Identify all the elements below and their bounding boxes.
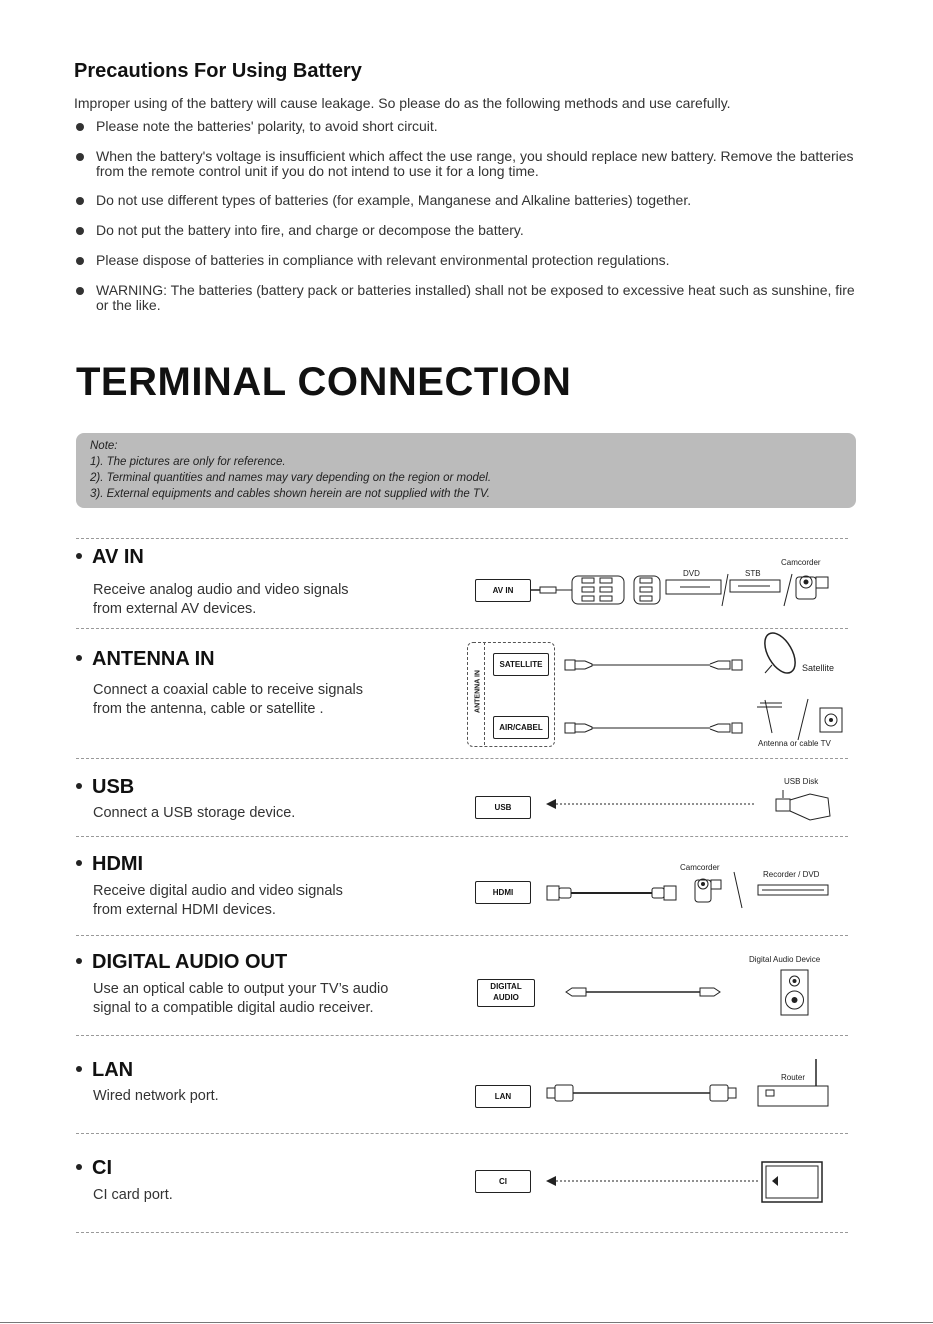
lan-title: LAN — [76, 1059, 133, 1082]
digital-audio-device-label: Digital Audio Device — [749, 955, 821, 964]
note-line: 3). External equipments and cables shown herein are not supplied with the TV. — [90, 488, 490, 500]
bullet-dot — [76, 123, 84, 131]
bullet-dot — [76, 153, 84, 161]
bullet-dot — [76, 197, 84, 205]
ci-desc: CI card port. — [93, 1187, 173, 1203]
ci-title: CI — [76, 1157, 112, 1180]
digital-audio-out-title: DIGITAL AUDIO OUT — [76, 951, 287, 974]
av-in-port: AV IN — [475, 579, 531, 602]
bullet-dot — [76, 1066, 82, 1072]
optical-cable-diagram — [560, 970, 850, 1020]
usb-desc: Connect a USB storage device. — [93, 805, 296, 821]
lan-cable-diagram — [540, 1055, 840, 1110]
divider — [76, 1133, 848, 1134]
bullet-dot — [76, 958, 82, 964]
page-bottom-rule — [0, 1322, 933, 1323]
divider — [76, 935, 848, 936]
hdmi-desc: Receive digital audio and video signals from external HDMI devices. — [93, 883, 343, 918]
av-in-desc: Receive analog audio and video signals from external AV devices. — [93, 582, 349, 617]
av-in-title: AV IN — [76, 546, 144, 569]
divider — [76, 1035, 848, 1036]
usb-disk-label: USB Disk — [784, 777, 819, 786]
antenna-panel-divider — [484, 642, 485, 745]
bullet-dot — [76, 287, 84, 295]
divider — [76, 1232, 848, 1233]
satellite-port: SATELLITE — [493, 653, 549, 676]
antenna-in-title: ANTENNA IN — [76, 648, 215, 671]
hdmi-port: HDMI — [475, 881, 531, 904]
lan-desc: Wired network port. — [93, 1088, 219, 1104]
bullet-dot — [76, 783, 82, 789]
battery-intro: Improper using of the battery will cause leakage. So please do as the following methods and use carefully. — [74, 95, 731, 111]
av-cable-diagram — [530, 560, 840, 610]
bullet-dot — [76, 553, 82, 559]
bullet-dot — [76, 860, 82, 866]
hdmi-camcorder-label: Camcorder — [680, 863, 720, 872]
note-line: 2). Terminal quantities and names may vary depending on the region or model. — [90, 472, 492, 484]
note-line: 1). The pictures are only for reference. — [90, 456, 286, 468]
router-label: Router — [781, 1073, 806, 1082]
air-cabel-port: AIR/CABEL — [493, 716, 549, 739]
antenna-tv-label: Antenna or cable TV — [758, 739, 831, 748]
digital-audio-port: DIGITAL AUDIO — [477, 979, 535, 1007]
hdmi-title: HDMI — [76, 853, 143, 876]
digital-audio-out-desc: Use an optical cable to output your TV’s audio signal to a compatible digital audio receiver. — [93, 981, 389, 1016]
divider — [76, 758, 848, 759]
stb-label: STB — [745, 569, 761, 578]
battery-heading: Precautions For Using Battery — [74, 60, 362, 82]
usb-title: USB — [76, 776, 134, 799]
ci-card-diagram — [540, 1160, 840, 1205]
bullet-dot — [76, 257, 84, 265]
divider — [76, 836, 848, 837]
antenna-cable-diagram — [560, 625, 850, 745]
divider — [76, 538, 848, 539]
usb-port: USB — [475, 796, 531, 819]
ci-port: CI — [475, 1170, 531, 1193]
bullet-dot — [76, 1164, 82, 1170]
bullet-dot — [76, 227, 84, 235]
antenna-in-vertical-label: ANTENNA IN — [474, 670, 482, 713]
recorder-dvd-label: Recorder / DVD — [763, 870, 820, 879]
dvd-label: DVD — [683, 569, 700, 578]
satellite-label: Satellite — [802, 663, 835, 673]
bullet-dot — [76, 655, 82, 661]
camcorder-label: Camcorder — [781, 558, 821, 567]
lan-port: LAN — [475, 1085, 531, 1108]
note-head: Note: — [90, 440, 118, 452]
antenna-in-desc: Connect a coaxial cable to receive signals from the antenna, cable or satellite . — [93, 682, 364, 717]
note-box — [76, 433, 856, 508]
terminal-heading: TERMINAL CONNECTION — [76, 360, 572, 404]
